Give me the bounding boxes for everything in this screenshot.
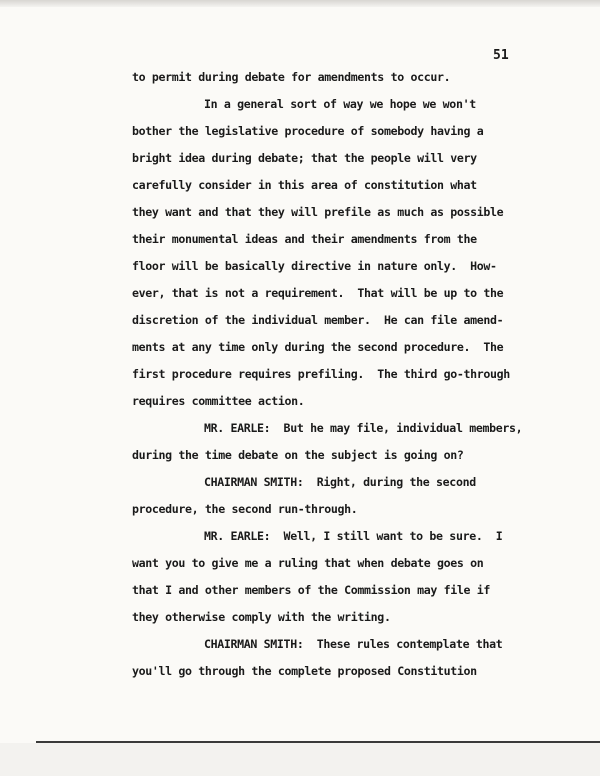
text-line: bright idea during debate; that the people will very — [132, 151, 477, 165]
text-line: procedure, the second run-through. — [132, 502, 358, 516]
text-line: CHAIRMAN SMITH: Right, during the second — [204, 475, 476, 489]
text-line: their monumental ideas and their amendments from the — [132, 232, 477, 246]
text-line: discretion of the individual member. He can file amend- — [132, 313, 504, 327]
text-line: carefully consider in this area of constitution what — [132, 178, 477, 192]
text-line: during the time debate on the subject is going on? — [132, 448, 464, 462]
text-line: ever, that is not a requirement. That will be up to the — [132, 286, 504, 300]
text-line: bother the legislative procedure of somebody having a — [132, 124, 484, 138]
page-number: 51 — [493, 48, 509, 63]
page-bottom-margin — [0, 743, 600, 776]
text-line: first procedure requires prefiling. The third go-through — [132, 367, 510, 381]
text-line: requires committee action. — [132, 394, 305, 408]
transcript-body — [132, 64, 572, 685]
text-line: want you to give me a ruling that when debate goes on — [132, 556, 484, 570]
page-top-edge — [0, 0, 600, 7]
text-line: that I and other members of the Commission may file if — [132, 583, 491, 597]
text-line: In a general sort of way we hope we won't — [204, 97, 476, 111]
text-line: CHAIRMAN SMITH: These rules contemplate that — [204, 637, 503, 651]
text-line: MR. EARLE: But he may file, individual members, — [204, 421, 523, 435]
text-line: to permit during debate for amendments to occur. — [132, 70, 451, 84]
text-line: MR. EARLE: Well, I still want to be sure. I — [204, 529, 503, 543]
text-line: ments at any time only during the second procedure. The — [132, 340, 504, 354]
text-line: you'll go through the complete proposed Constitution — [132, 664, 477, 678]
text-line: they want and that they will prefile as much as possible — [132, 205, 504, 219]
text-line: they otherwise comply with the writing. — [132, 610, 391, 624]
text-line: floor will be basically directive in nature only. How- — [132, 259, 497, 273]
